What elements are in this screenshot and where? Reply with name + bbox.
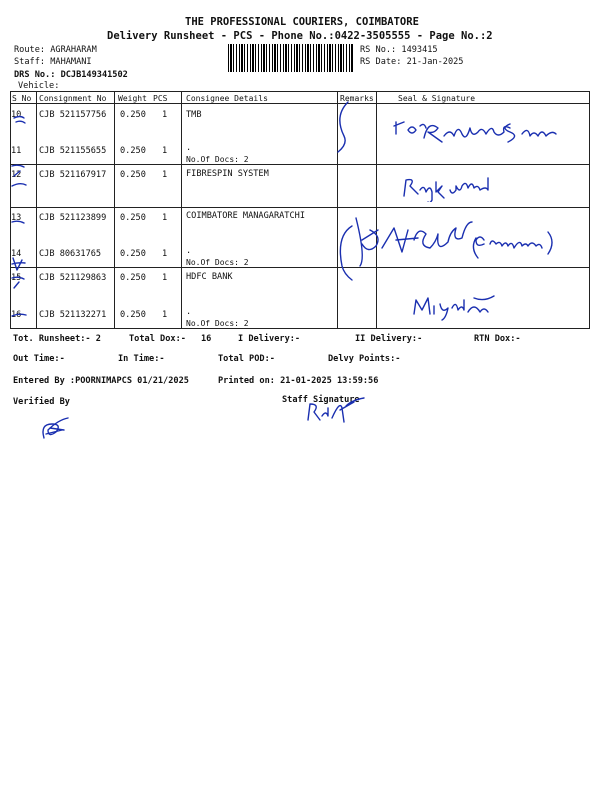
row-consignment: CJB 80631765 — [39, 249, 102, 259]
staff-signature-label: Staff Signature — [282, 395, 360, 405]
row-consignment: CJB 521157756 — [39, 110, 107, 120]
row-details: COIMBATORE MANAGARATCHI — [186, 211, 305, 221]
ii-delivery: II Delivery:- — [355, 334, 423, 344]
row-pcs: 1 — [162, 110, 168, 120]
verified-initial — [38, 414, 78, 444]
row-sno: 13 — [11, 213, 22, 223]
row-consignment: CJB 521123899 — [39, 213, 107, 223]
row-sno: 10 — [11, 110, 22, 120]
barcode-image — [228, 44, 354, 72]
in-time: In Time:- — [118, 354, 165, 364]
row-pcs: 1 — [162, 310, 168, 320]
table-top-border — [10, 91, 590, 92]
row-docs: No.Of Docs: 2 — [186, 258, 249, 267]
out-time: Out Time:- — [13, 354, 65, 364]
row-consignment: CJB 521129863 — [39, 273, 107, 283]
table-bottom-border — [10, 328, 590, 329]
drs-number: DRS No.: DCJB149341502 — [14, 70, 128, 80]
row-weight: 0.250 — [120, 273, 146, 283]
col-line — [589, 91, 590, 328]
row-docs: No.Of Docs: 2 — [186, 155, 249, 164]
col-header-consignee: Consignee Details — [186, 94, 268, 103]
row-sno: 12 — [11, 170, 22, 180]
row-sno: 14 — [11, 249, 22, 259]
signature-staff-chandran — [352, 210, 572, 272]
runsheet-subtitle: Delivery Runsheet - PCS - Phone No.:0422-3505555 - Page No.:2 — [107, 30, 493, 42]
col-line — [114, 91, 115, 328]
row-weight: 0.250 — [120, 310, 146, 320]
col-header-seal: Seal & Signature — [398, 94, 476, 103]
table-header-border — [10, 103, 590, 104]
rtn-dox: RTN Dox:- — [474, 334, 521, 344]
route-label: Route: AGRAHARAM — [14, 45, 97, 55]
row-weight: 0.250 — [120, 249, 146, 259]
row-weight: 0.250 — [120, 213, 146, 223]
rs-number: RS No.: 1493415 — [360, 45, 438, 55]
staff-label: Staff: MAHAMANI — [14, 57, 92, 67]
row-consignment: CJB 521167917 — [39, 170, 107, 180]
tot-runsheet: Tot. Runsheet:- 2 — [13, 334, 101, 344]
col-header-sno: S No — [12, 94, 32, 103]
row-pcs: 1 — [162, 170, 168, 180]
row-weight: 0.250 — [120, 146, 146, 156]
row-sno: 16 — [11, 310, 22, 320]
row-consignment: CJB 521155655 — [39, 146, 107, 156]
row-pcs: 1 — [162, 213, 168, 223]
col-header-consignment: Consignment No — [39, 94, 107, 103]
vehicle-label: Vehicle: — [18, 81, 60, 91]
signature-radhakan — [390, 112, 560, 152]
row-details: FIBRESPIN SYSTEM — [186, 169, 269, 179]
row-divider — [10, 164, 590, 165]
row-weight: 0.250 — [120, 170, 146, 180]
i-delivery: I Delivery:- — [238, 334, 301, 344]
verified-by: Verified By — [13, 397, 70, 407]
row-pcs: 1 — [162, 273, 168, 283]
total-pod: Total POD:- — [218, 354, 275, 364]
delvy-points: Delvy Points:- — [328, 354, 401, 364]
staff-signature-scribble — [300, 396, 370, 426]
col-header-pcs: PCS — [153, 94, 168, 103]
row-details: . — [186, 143, 192, 153]
entered-by: Entered By :POORNIMAPCS 01/21/2025 — [13, 376, 189, 386]
row-consignment: CJB 521132271 — [39, 310, 107, 320]
row-pcs: 1 — [162, 249, 168, 259]
row-divider — [10, 207, 590, 208]
total-dox-label: Total Dox:- — [129, 334, 186, 344]
total-dox-value: 16 — [201, 334, 212, 344]
row-pcs: 1 — [162, 146, 168, 156]
handwritten-serial-marks — [6, 104, 38, 328]
row-details: TMB — [186, 110, 202, 120]
printed-on: Printed on: 21-01-2025 13:59:56 — [218, 376, 379, 386]
row-sno: 11 — [11, 146, 22, 156]
col-line — [181, 91, 182, 328]
rs-date: RS Date: 21-Jan-2025 — [360, 57, 464, 67]
row-sno: 15 — [11, 273, 22, 283]
signature-rajkumar — [400, 172, 500, 202]
company-title: THE PROFESSIONAL COURIERS, COIMBATORE — [185, 16, 419, 28]
col-header-weight: Weight — [118, 94, 147, 103]
row-weight: 0.250 — [120, 110, 146, 120]
row-details: HDFC BANK — [186, 272, 233, 282]
row-details: . — [186, 307, 192, 317]
signature-mythily — [410, 290, 500, 322]
row-docs: No.Of Docs: 2 — [186, 319, 249, 328]
col-header-remarks: Remarks — [340, 94, 374, 103]
row-details: . — [186, 246, 192, 256]
